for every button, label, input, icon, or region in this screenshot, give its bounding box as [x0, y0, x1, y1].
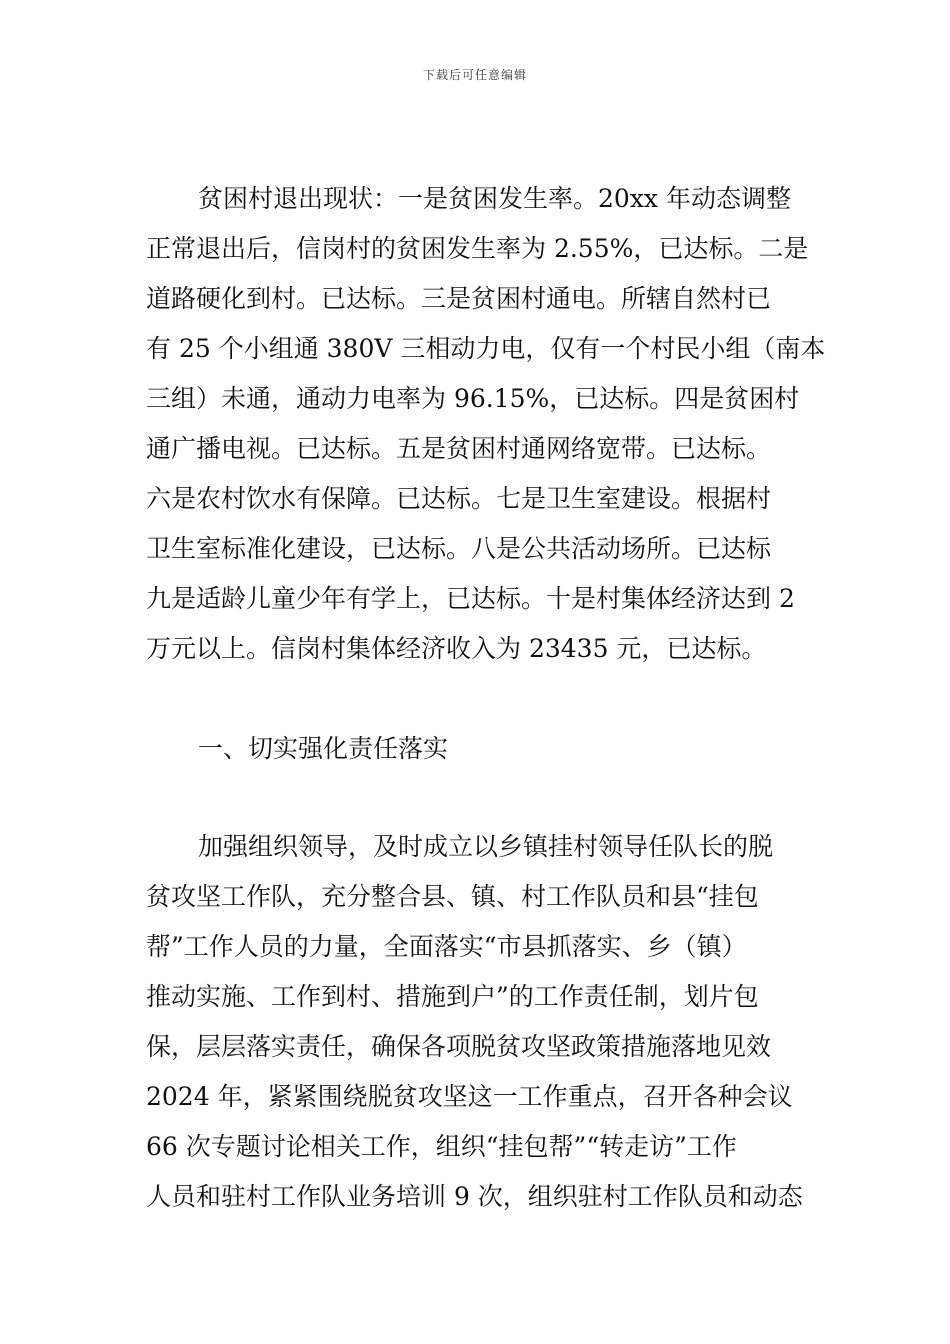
paragraph-line: 有 25 个小组通 380V 三相动力电，仅有一个村民小组（南本: [146, 334, 826, 363]
paragraph-line: 2024 年，紧紧围绕脱贫攻坚这一工作重点，召开各种会议: [146, 1082, 793, 1111]
paragraph-line: 通广播电视。已达标。五是贫困村通网络宽带。已达标。: [146, 434, 772, 463]
paragraph-responsibility: [146, 822, 806, 1222]
section-heading: [146, 724, 806, 774]
paragraph-line: 道路硬化到村。已达标。三是贫困村通电。所辖自然村已: [146, 284, 772, 313]
paragraph-line: 三组）未通，通动力电率为 96.15%，已达标。四是贫困村: [146, 384, 800, 413]
paragraph-status: [146, 174, 826, 674]
paragraph-line: 贫困村退出现状：一是贫困发生率。20xx 年动态调整: [198, 184, 791, 213]
header-note: 下载后可任意编辑: [422, 68, 527, 82]
paragraph-line: 九是适龄儿童少年有学上，已达标。十是村集体经济达到 2: [146, 584, 795, 613]
paragraph-line: 贫攻坚工作队，充分整合县、镇、村工作队员和县“挂包: [146, 882, 759, 911]
paragraph-line: 六是农村饮水有保障。已达标。七是卫生室建设。根据村: [146, 484, 772, 513]
paragraph-line: 保，层层落实责任，确保各项脱贫攻坚政策措施落地见效: [146, 1032, 772, 1061]
paragraph-line: 卫生室标准化建设，已达标。八是公共活动场所。已达标: [146, 534, 772, 563]
paragraph-line: 66 次专题讨论相关工作，组织“挂包帮”“转走访”工作: [146, 1132, 737, 1161]
paragraph-line: 帮”工作人员的力量，全面落实“市县抓落实、乡（镇）: [146, 932, 747, 961]
paragraph-line: 推动实施、工作到村、措施到户”的工作责任制，划片包: [146, 982, 759, 1011]
paragraph-line: 人员和驻村工作队业务培训 9 次，组织驻村工作队员和动态: [146, 1182, 803, 1211]
paragraph-line: 万元以上。信岗村集体经济收入为 23435 元，已达标。: [146, 634, 767, 663]
section-heading-text: 一、切实强化责任落实: [198, 734, 449, 763]
paragraph-line: 加强组织领导，及时成立以乡镇挂村领导任队长的脱: [198, 832, 774, 861]
paragraph-line: 正常退出后，信岗村的贫困发生率为 2.55%，已达标。二是: [146, 234, 809, 263]
